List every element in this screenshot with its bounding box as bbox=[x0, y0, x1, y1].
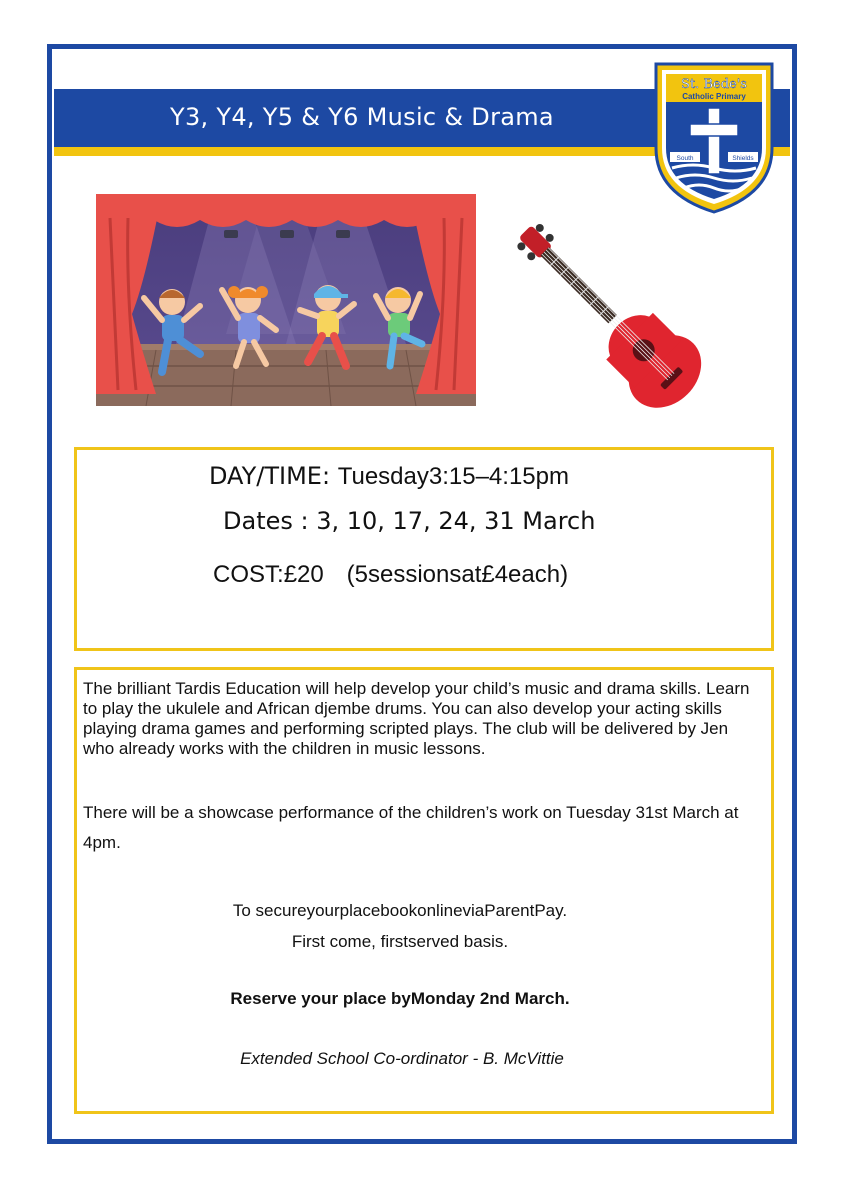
cost-note: (5sessionsat£4each) bbox=[346, 561, 569, 588]
day-time-line bbox=[209, 462, 569, 491]
description-paragraph-1: The brilliant Tardis Education will help develop your child’s music and drama skills. Learn to play the ukulele and African djembe drums. You can also develop your acting skills playing drama games and performing scripted plays. The club will be delivered by Jen who already works with the children in music lessons. bbox=[83, 679, 750, 758]
cost-label: COST: bbox=[213, 561, 284, 588]
cost-line bbox=[213, 560, 568, 589]
crest-school-name: St. Bede's bbox=[681, 77, 747, 92]
description-paragraph-2: There will be a showcase performance of the children’s work on Tuesday 31st March at 4pm. bbox=[83, 803, 739, 852]
reserve-deadline: Reserve your place byMonday 2nd March. bbox=[230, 989, 570, 1008]
dates-line: Dates : 3, 10, 17, 24, 31 March bbox=[223, 507, 596, 535]
day-time-value: Tuesday3:15–4:15pm bbox=[337, 463, 569, 490]
crest-location-left: South bbox=[676, 155, 694, 162]
crest-location-right: Shields bbox=[732, 155, 754, 162]
stage-illustration bbox=[96, 194, 476, 406]
booking-basis: First come, firstserved basis. bbox=[291, 932, 509, 951]
cost-value: £20 bbox=[283, 561, 324, 588]
school-crest-logo bbox=[650, 56, 778, 216]
booking-instruction: To secureyourplacebookonlineviaParentPay. bbox=[232, 901, 568, 920]
ukulele-illustration bbox=[500, 208, 705, 413]
day-time-label: DAY/TIME: bbox=[209, 462, 331, 490]
page-title: Y3, Y4, Y5 & Y6 Music & Drama bbox=[170, 103, 554, 131]
coordinator-signoff: Extended School Co-ordinator - B. McVittie bbox=[240, 1049, 564, 1068]
crest-school-type: Catholic Primary bbox=[682, 92, 746, 101]
